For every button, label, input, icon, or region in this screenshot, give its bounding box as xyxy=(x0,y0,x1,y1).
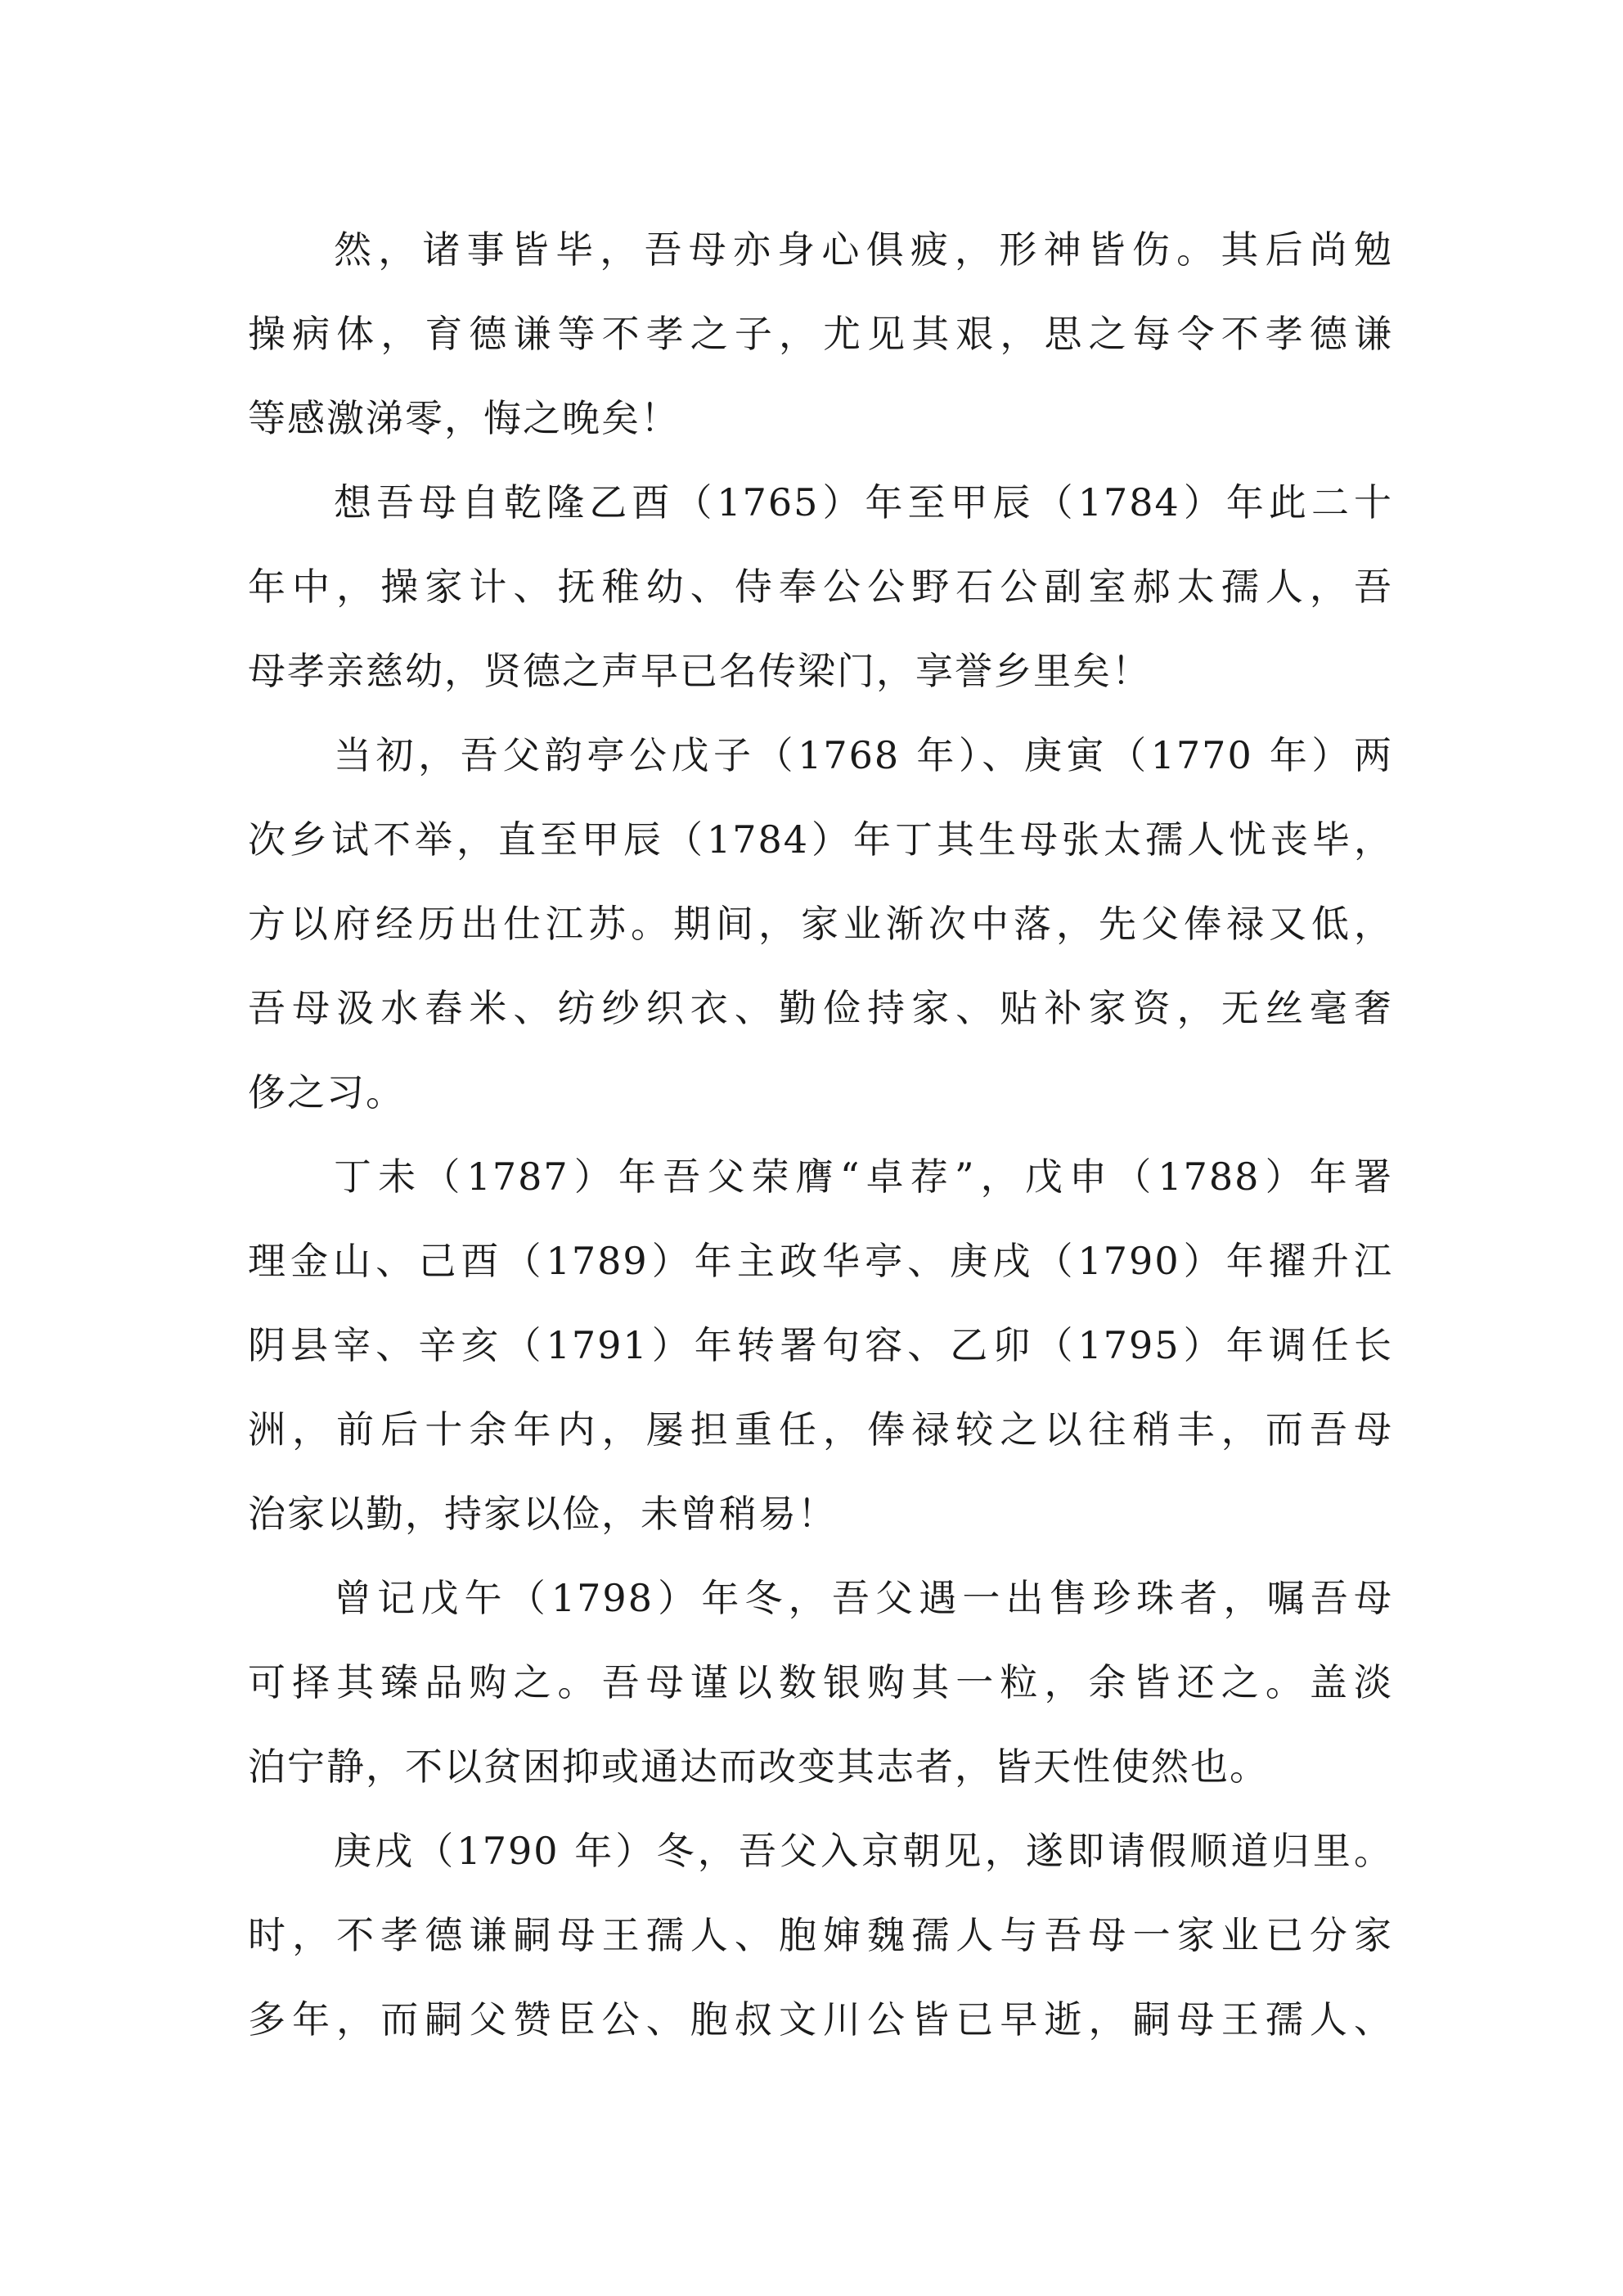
text-line: 治家以勤，持家以俭，未曾稍易！ xyxy=(248,1492,837,1536)
paragraph-5 xyxy=(248,1556,1393,1809)
text-line: 想吾母自乾隆乙酉（1765）年至甲辰（1784）年此二十 xyxy=(334,480,1393,524)
text-line: 年中，操家计、抚稚幼、侍奉公公野石公副室郝太孺人，吾 xyxy=(248,565,1393,609)
text-line: 然，诸事皆毕，吾母亦身心俱疲，形神皆伤。其后尚勉 xyxy=(334,227,1393,272)
text-line: 曾记戊午（1798）年冬，吾父遇一出售珍珠者，嘱吾母 xyxy=(334,1576,1393,1620)
text-line: 等感激涕零，悔之晚矣！ xyxy=(248,396,680,440)
text-line: 母孝亲慈幼，贤德之声早已名传梁门，享誉乡里矣！ xyxy=(248,649,1151,693)
text-line: 侈之习。 xyxy=(248,1070,405,1114)
text-line: 当初，吾父韵亭公戊子（1768 年）、庚寅（1770 年）两 xyxy=(334,733,1393,777)
text-line: 时，不孝德谦嗣母王孺人、胞婶魏孺人与吾母一家业已分家 xyxy=(248,1913,1393,1957)
text-line: 丁未（1787）年吾父荣膺“卓荐”，戊申（1788）年署 xyxy=(334,1155,1393,1199)
text-line: 阴县宰、辛亥（1791）年转署句容、乙卯（1795）年调任长 xyxy=(248,1323,1393,1367)
paragraph-4 xyxy=(248,1135,1393,1556)
paragraph-1 xyxy=(248,208,1393,461)
text-line: 泊宁静，不以贫困抑或通达而改变其志者，皆天性使然也。 xyxy=(248,1745,1269,1789)
paragraph-2 xyxy=(248,461,1393,714)
paragraph-3 xyxy=(248,714,1393,1135)
text-line: 操病体，育德谦等不孝之子，尤见其艰，思之每令不孝德谦 xyxy=(248,312,1393,356)
text-line: 庚戌（1790 年）冬，吾父入京朝见，遂即请假顺道归里。 xyxy=(334,1829,1393,1873)
text-line: 理金山、己酉（1789）年主政华亭、庚戌（1790）年擢升江 xyxy=(248,1239,1393,1283)
text-line: 可择其臻品购之。吾母谨以数银购其一粒，余皆还之。盖淡 xyxy=(248,1660,1393,1704)
text-line: 多年，而嗣父赞臣公、胞叔文川公皆已早逝，嗣母王孺人、 xyxy=(248,1997,1393,2042)
paragraph-6 xyxy=(248,1809,1393,2062)
text-line: 洲，前后十余年内，屡担重任，俸禄较之以往稍丰，而吾母 xyxy=(248,1407,1393,1452)
body-text xyxy=(248,208,1393,2062)
text-line: 吾母汲水舂米、纺纱织衣、勤俭持家、贴补家资，无丝毫奢 xyxy=(248,986,1393,1030)
text-line: 方以府经历出仕江苏。期间，家业渐次中落，先父俸禄又低， xyxy=(248,902,1393,946)
text-line: 次乡试不举，直至甲辰（1784）年丁其生母张太孺人忧丧毕， xyxy=(248,817,1393,862)
